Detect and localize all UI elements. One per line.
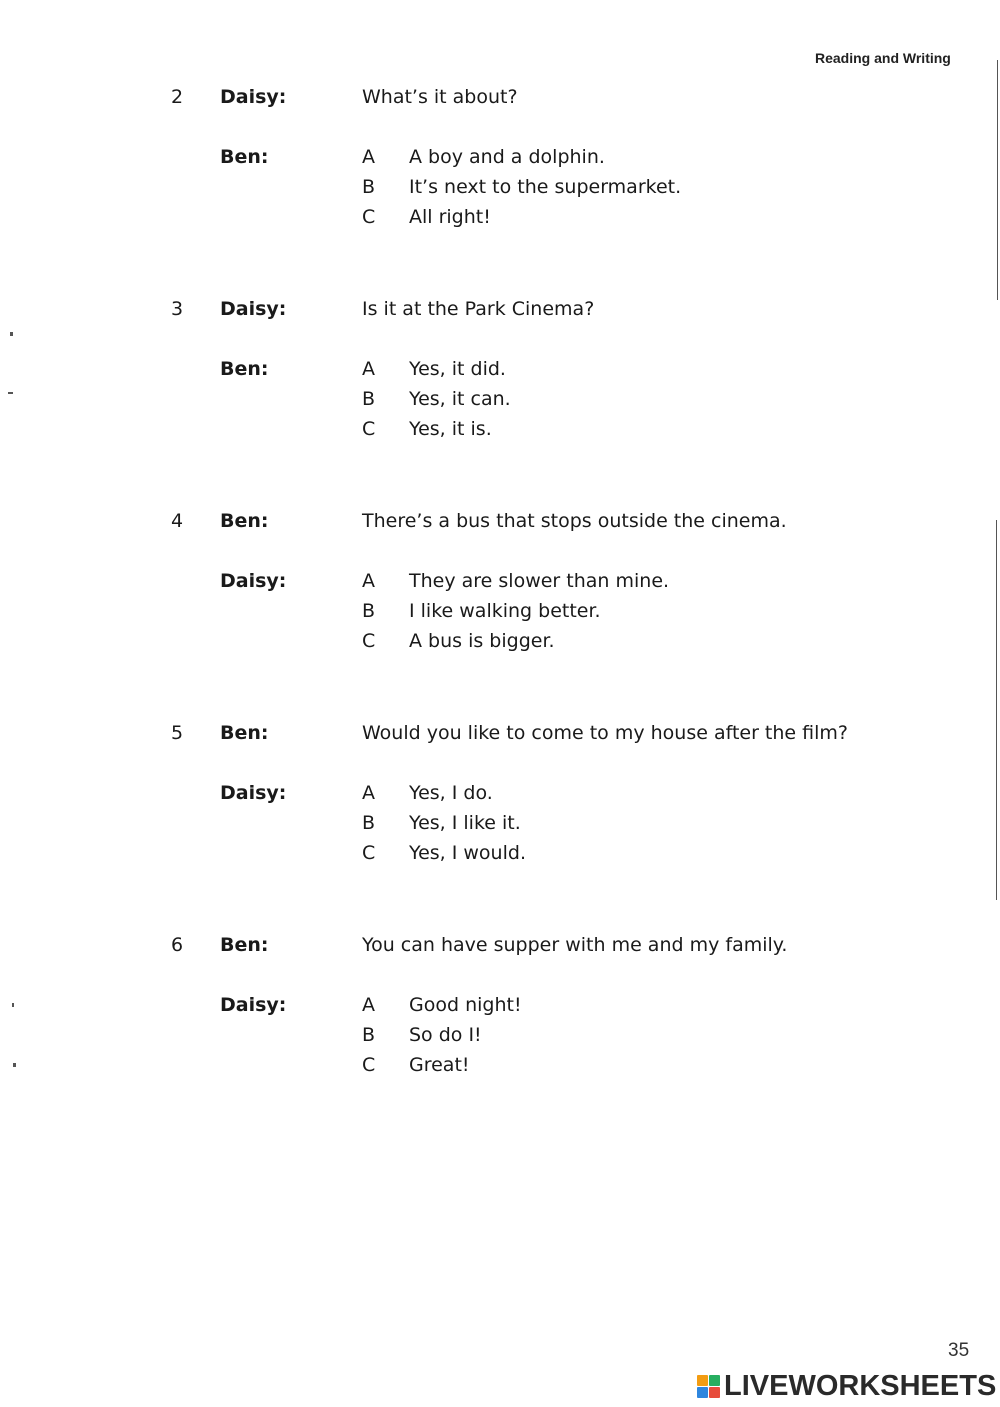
- option-letter: C: [362, 1054, 376, 1076]
- option-text: It’s next to the supermarket.: [409, 176, 682, 198]
- reply-speaker: Ben:: [220, 146, 269, 168]
- option-text: Good night!: [409, 994, 522, 1016]
- logo-square: [697, 1387, 708, 1398]
- liveworksheets-brand[interactable]: [697, 1370, 996, 1403]
- option-letter: B: [362, 176, 376, 198]
- scan-speck: [13, 1063, 16, 1067]
- option-text: Great!: [409, 1054, 470, 1076]
- option-letter: C: [362, 842, 376, 864]
- option-letter: A: [362, 570, 375, 592]
- option-b[interactable]: [362, 1024, 482, 1046]
- reply-speaker: Daisy:: [220, 570, 287, 592]
- option-letter: C: [362, 418, 376, 440]
- question-number: 3: [171, 298, 184, 320]
- prompt-text: Is it at the Park Cinema?: [362, 298, 595, 320]
- option-letter: A: [362, 146, 375, 168]
- prompt-speaker: Daisy:: [220, 86, 287, 108]
- prompt-speaker: Ben:: [220, 934, 269, 956]
- logo-square: [709, 1387, 720, 1398]
- option-letter: A: [362, 358, 375, 380]
- option-text: Yes, I do.: [409, 782, 493, 804]
- option-text: A boy and a dolphin.: [409, 146, 605, 168]
- option-b[interactable]: [362, 176, 681, 198]
- option-text: Yes, I like it.: [409, 812, 521, 834]
- option-letter: A: [362, 994, 375, 1016]
- option-a[interactable]: [362, 358, 506, 380]
- option-a[interactable]: [362, 146, 605, 168]
- option-text: I like walking better.: [409, 600, 601, 622]
- option-text: All right!: [409, 206, 491, 228]
- reply-speaker: Daisy:: [220, 782, 287, 804]
- reply-speaker: Ben:: [220, 358, 269, 380]
- scan-edge-line: [997, 60, 998, 300]
- option-c[interactable]: [362, 630, 555, 652]
- option-a[interactable]: [362, 782, 493, 804]
- option-text: Yes, it did.: [409, 358, 506, 380]
- scan-speck: [12, 1003, 14, 1007]
- option-letter: C: [362, 206, 376, 228]
- option-text: Yes, I would.: [409, 842, 526, 864]
- scan-edge-line: [996, 520, 997, 900]
- option-b[interactable]: [362, 388, 511, 410]
- option-c[interactable]: [362, 418, 492, 440]
- prompt-text: You can have supper with me and my family.: [362, 934, 788, 956]
- question-number: 6: [171, 934, 184, 956]
- option-letter: B: [362, 812, 376, 834]
- scan-speck: [10, 332, 13, 336]
- option-c[interactable]: [362, 1054, 470, 1076]
- option-a[interactable]: [362, 570, 669, 592]
- option-text: Yes, it can.: [409, 388, 511, 410]
- page-section-title: Reading and Writing: [815, 50, 951, 66]
- option-letter: B: [362, 388, 376, 410]
- prompt-speaker: Daisy:: [220, 298, 287, 320]
- option-c[interactable]: [362, 842, 526, 864]
- question-number: 2: [171, 86, 184, 108]
- option-letter: B: [362, 1024, 376, 1046]
- question-number: 5: [171, 722, 184, 744]
- option-letter: B: [362, 600, 376, 622]
- option-c[interactable]: [362, 206, 491, 228]
- option-text: A bus is bigger.: [409, 630, 555, 652]
- option-a[interactable]: [362, 994, 522, 1016]
- option-text: They are slower than mine.: [409, 570, 670, 592]
- question-number: 4: [171, 510, 184, 532]
- prompt-text: There’s a bus that stops outside the cinema.: [362, 510, 787, 532]
- logo-square: [697, 1375, 708, 1386]
- option-text: Yes, it is.: [409, 418, 492, 440]
- option-text: So do I!: [409, 1024, 482, 1046]
- logo-square: [709, 1375, 720, 1386]
- prompt-speaker: Ben:: [220, 722, 269, 744]
- brand-name: LIVEWORKSHEETS: [724, 1370, 997, 1402]
- prompt-speaker: Ben:: [220, 510, 269, 532]
- prompt-text: Would you like to come to my house after the film?: [362, 722, 848, 744]
- option-letter: A: [362, 782, 375, 804]
- page-number: 35: [948, 1340, 970, 1361]
- option-b[interactable]: [362, 812, 521, 834]
- prompt-text: What’s it about?: [362, 86, 518, 108]
- option-letter: C: [362, 630, 376, 652]
- scan-speck: [8, 392, 13, 394]
- option-b[interactable]: [362, 600, 601, 622]
- liveworksheets-logo-icon: [697, 1375, 720, 1398]
- reply-speaker: Daisy:: [220, 994, 287, 1016]
